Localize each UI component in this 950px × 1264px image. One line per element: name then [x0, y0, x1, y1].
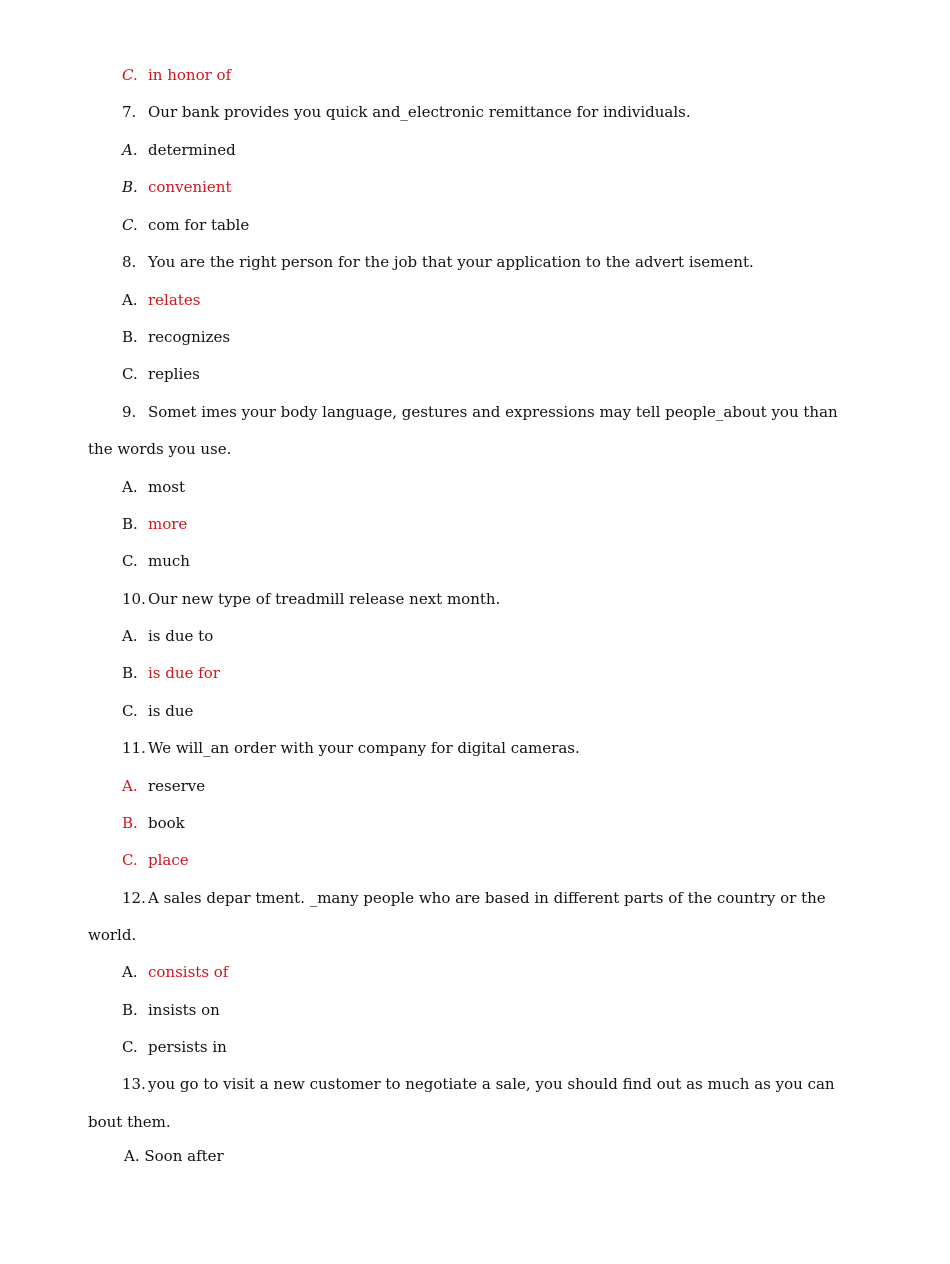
option-c-q8: C. replies [122, 365, 200, 383]
option-c-q11: C. place [122, 851, 189, 869]
question-8: 8. You are the right person for the job that your application to the advert isement. [122, 253, 754, 271]
question-12-continuation: world. [88, 926, 137, 944]
question-13-continuation: bout them. [88, 1113, 171, 1131]
option-a-q13: A. Soon after [124, 1147, 224, 1165]
question-10: 10. Our new type of treadmill release next month. [122, 590, 501, 608]
question-13: 13. you go to visit a new customer to negotiate a sale, you should find out as much as you can [122, 1075, 835, 1093]
option-b-q12: B. insists on [122, 1001, 220, 1019]
option-a-q8: A. relates [122, 291, 201, 309]
option-b-q8: B. recognizes [122, 328, 231, 346]
option-c-q7: C. com for table [122, 216, 250, 234]
option-a-q10: A. is due to [122, 627, 214, 645]
option-a-q11: A. reserve [122, 777, 206, 795]
option-a-q12: A. consists of [122, 963, 229, 981]
option-a-q9: A. most [122, 478, 185, 496]
question-12: 12. A sales depar tment. _many people who are based in different parts of the country or the [122, 889, 826, 907]
option-c-q6: C. in honor of [122, 66, 232, 84]
question-7: 7. Our bank provides you quick and_electronic remittance for individuals. [122, 103, 691, 121]
question-9: 9. Somet imes your body language, gestures and expressions may tell people_about you than [122, 403, 838, 421]
question-11: 11. We will_an order with your company for digital cameras. [122, 739, 580, 757]
option-c-q10: C. is due [122, 702, 194, 720]
question-9-continuation: the words you use. [88, 440, 232, 458]
option-b-q11: B. book [122, 814, 185, 832]
option-b-q10: B. is due for [122, 664, 220, 682]
option-b-q9: B. more [122, 515, 188, 533]
option-a-q7: A. determined [122, 141, 236, 159]
option-c-q12: C. persists in [122, 1038, 227, 1056]
option-b-q7: B. convenient [122, 178, 232, 196]
option-c-q9: C. much [122, 552, 190, 570]
